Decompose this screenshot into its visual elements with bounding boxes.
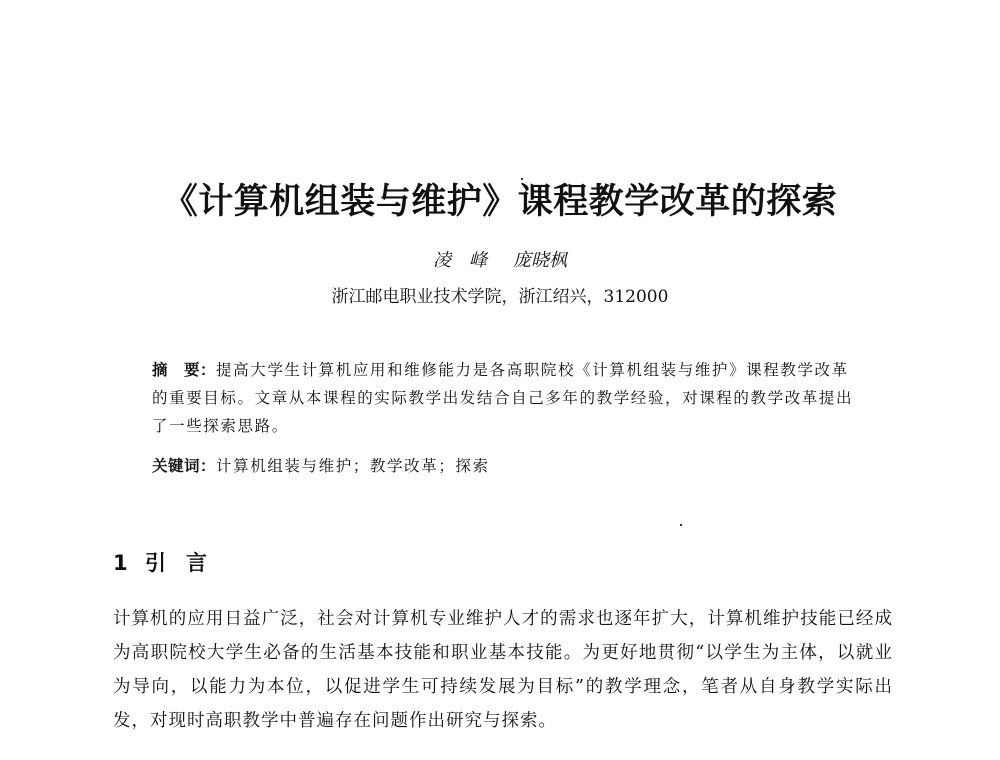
keywords-label: 关键词： <box>152 457 217 475</box>
body-paragraph: 计算机的应用日益广泛，社会对计算机专业维护人才的需求也逐年扩大，计算机维护技能已经成为高职院校大学生必备的生活基本技能和职业基本技能。为更好地贯彻“以学生为主体，以就业为导向，以能力为本位，以促进学生可持续发展为目标”的教学理念，笔者从自身教学实际出发，对现时高职教学中普遍存在问题作出研究与探索。 <box>113 609 893 731</box>
keywords <box>152 452 858 480</box>
keywords-text: 计算机组装与维护；教学改革；探索 <box>216 457 490 475</box>
author-list <box>0 246 1000 272</box>
author-name: 庞晓枫 <box>513 250 567 271</box>
section-number: 1 <box>113 551 128 575</box>
abstract-text: 提高大学生计算机应用和维修能力是各高职院校《计算机组装与维护》课程教学改革的重要目标。文章从本课程的实际教学出发结合自己多年的教学经验，对课程的教学改革提出了一些探索思路。 <box>152 361 854 435</box>
abstract-label: 摘 要： <box>152 361 217 379</box>
author-affiliation: 浙江邮电职业技术学院，浙江绍兴，312000 <box>331 287 669 307</box>
abstract <box>152 356 858 440</box>
scan-speck <box>680 524 682 526</box>
section-title: 引言 <box>145 551 227 575</box>
section-heading <box>113 547 227 577</box>
paper-title: 《计算机组装与维护》课程教学改革的探索 <box>162 182 838 222</box>
author-name: 凌 峰 <box>433 250 487 271</box>
scan-speck <box>521 178 523 180</box>
